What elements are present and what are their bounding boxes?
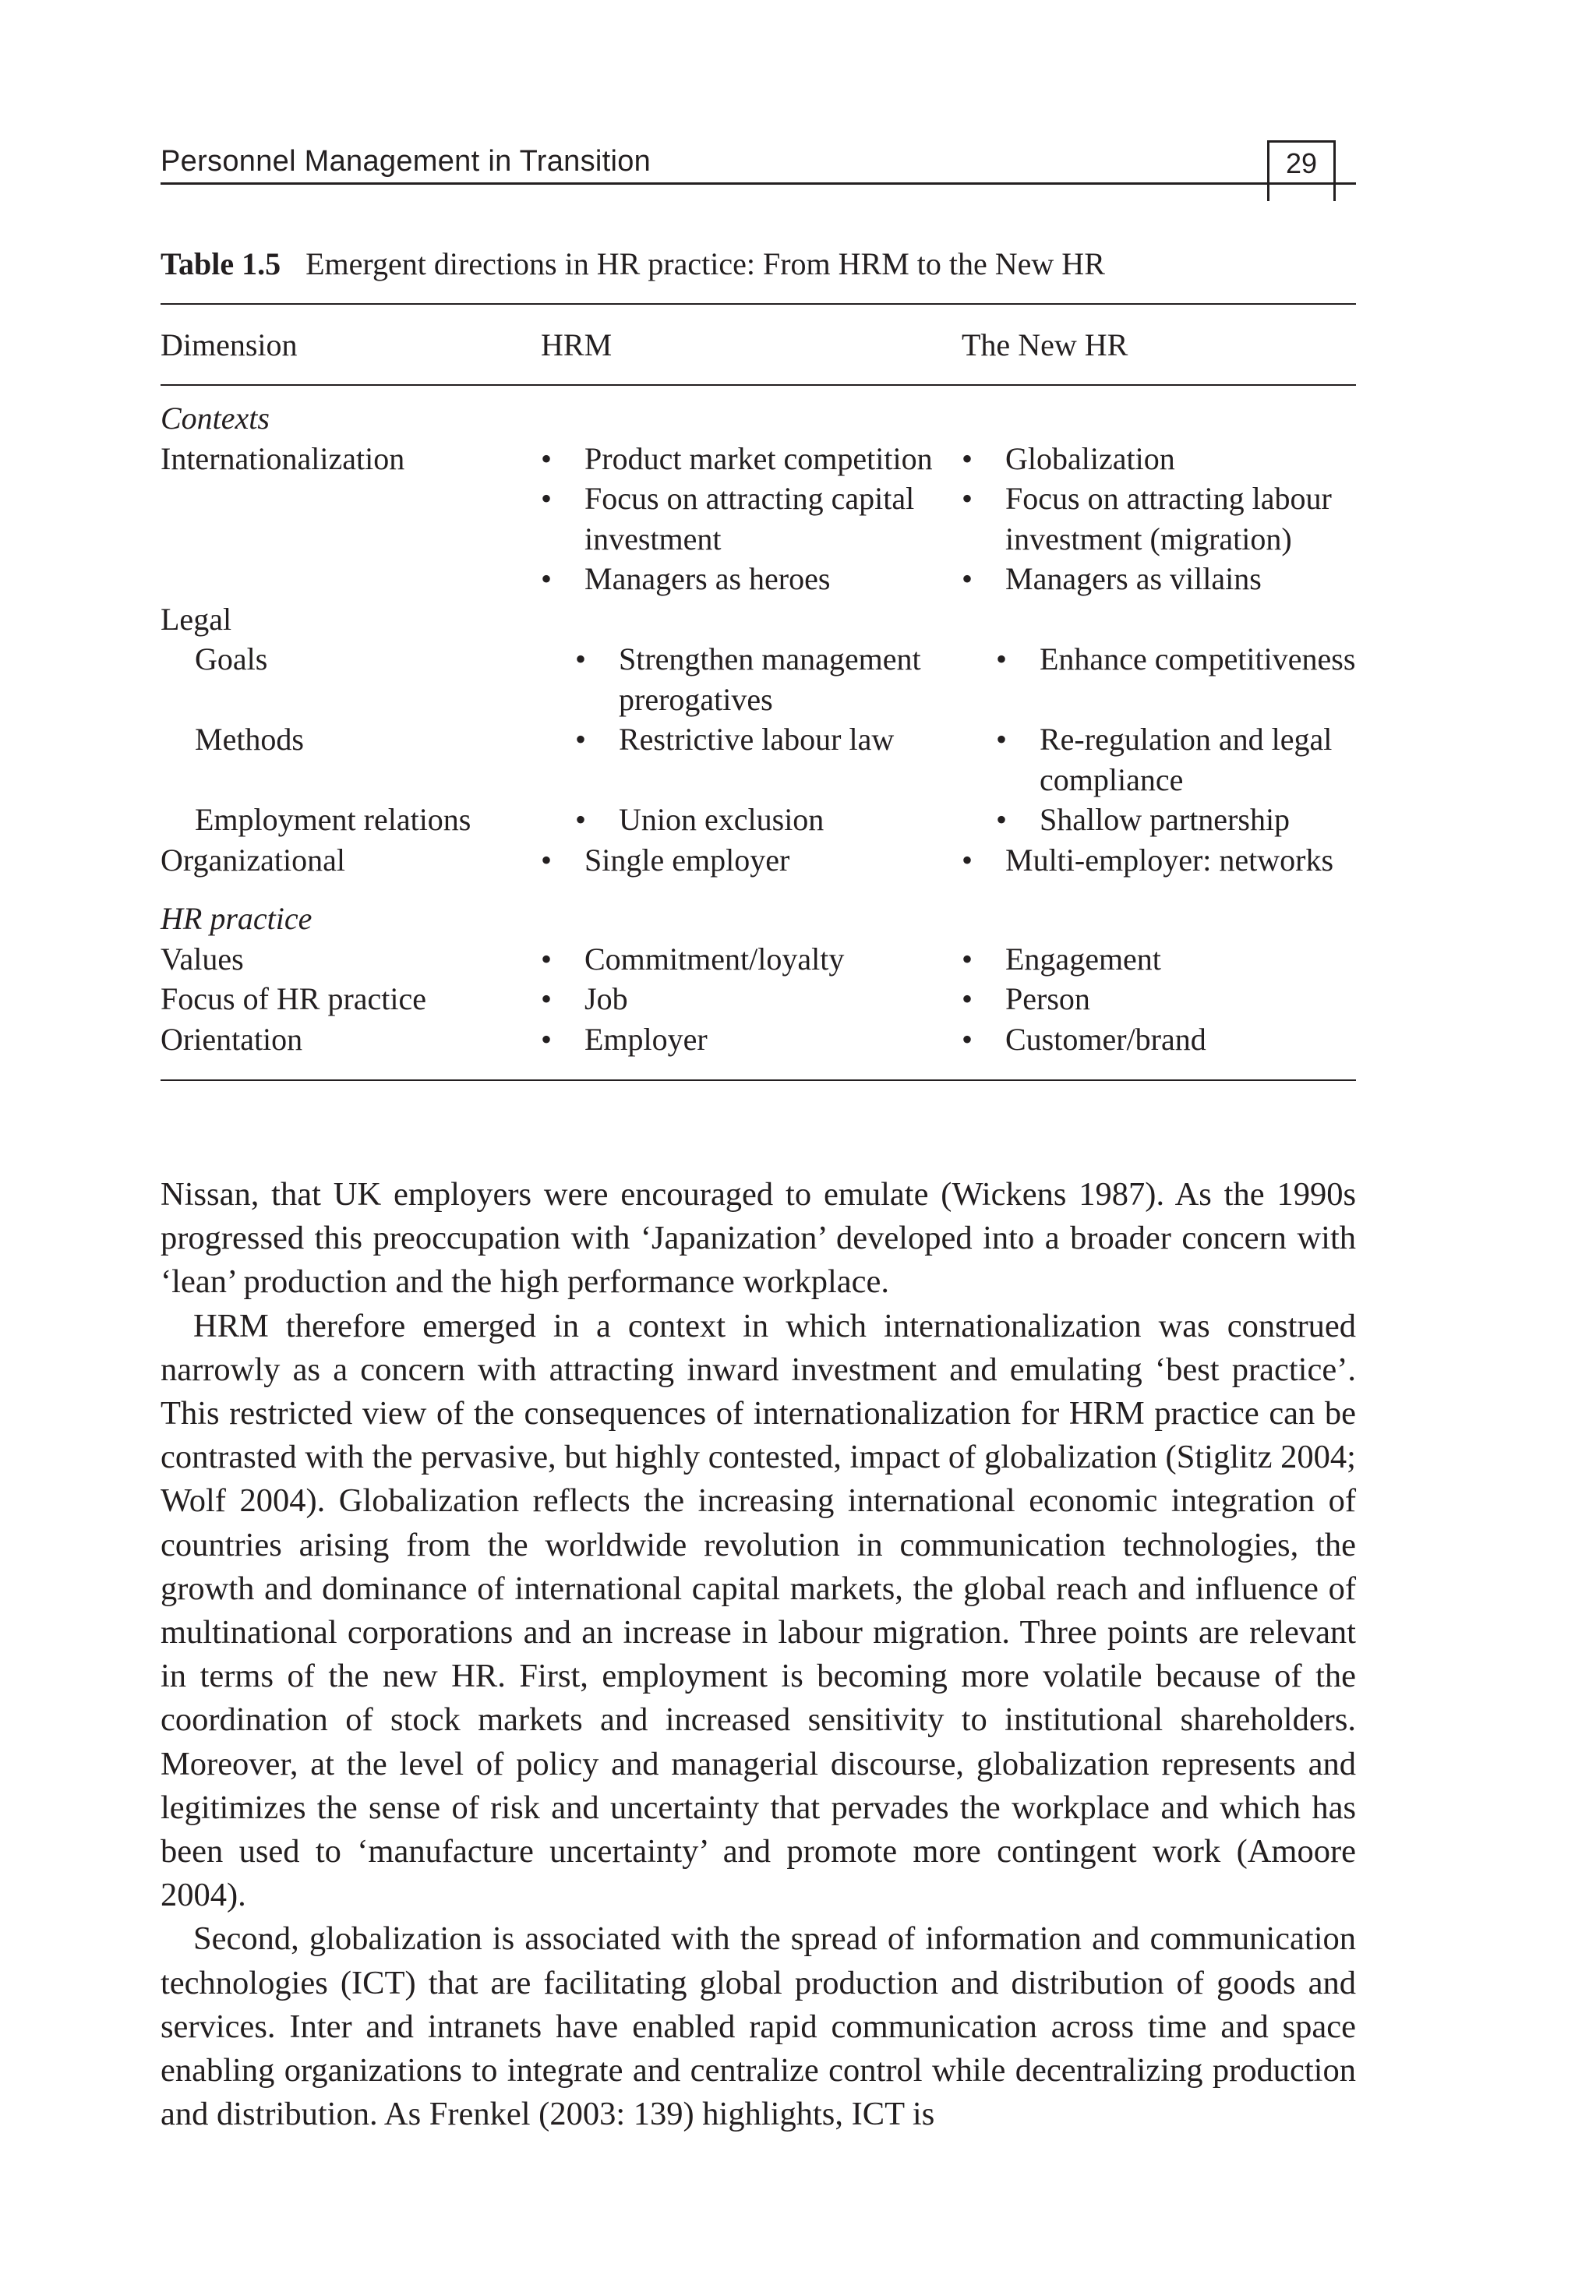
column-header-hrm: HRM (541, 327, 613, 362)
hrm-cell: Restrictive labour law (619, 722, 895, 757)
new-hr-cell: Focus on attracting labour investment (migration) (1005, 481, 1332, 556)
hrm-cell: Managers as heroes (584, 561, 831, 596)
bullet-icon: • (962, 941, 973, 977)
running-title: Personnel Management in Transition (161, 145, 651, 178)
new-hr-cell: Re-regulation and legal compliance (1040, 722, 1333, 797)
page-box-tick-left (1267, 182, 1269, 201)
bullet-icon: • (541, 440, 553, 476)
column-header-dimension: Dimension (161, 327, 298, 362)
bullet-icon: • (541, 1021, 553, 1057)
hrm-cell: Product market competition (584, 440, 933, 476)
hrm-cell: Strengthen management prerogatives (619, 641, 921, 717)
table-row (161, 599, 1356, 640)
table (161, 245, 1356, 1081)
bullet-icon: • (962, 981, 973, 1016)
page-number: 29 (1267, 140, 1336, 182)
page-box-tick-right (1333, 182, 1336, 201)
table-row (161, 639, 1356, 719)
dimension-cell: Organizational (161, 842, 345, 878)
table-label: Table 1.5 (161, 246, 281, 281)
bullet-icon: • (541, 981, 553, 1016)
new-hr-cell: Customer/brand (1005, 1021, 1206, 1057)
table-row (161, 1019, 1356, 1060)
table-row (161, 939, 1356, 980)
bullet-icon: • (575, 802, 587, 837)
bullet-icon: • (962, 440, 973, 476)
table-row (161, 899, 1356, 939)
running-header (161, 142, 1356, 189)
bullet-icon: • (996, 641, 1008, 676)
table-row (161, 800, 1356, 840)
section-heading-hr-practice: HR practice (161, 901, 312, 936)
bullet-icon: • (996, 722, 1008, 757)
table-row (161, 398, 1356, 439)
bullet-icon: • (541, 842, 553, 878)
paragraph: Second, globalization is associated with the spread of information and communication technologies (ICT) that are facilitating global production and distribution of goods and services. Inter and intranets have enabled rapid communication across time and space enabling organizations to integrate and centralize control while decentralizing production and distribution. As Frenkel (2003: 139) highlights, ICT is (161, 1920, 1356, 2133)
dimension-cell: Values (161, 941, 244, 977)
paragraph: Nissan, that UK employers were encouraged to emulate (Wickens 1987). As the 1990s progressed this preoccupation with ‘Japanization’ developed into a broader concern with ‘lean’ production and the high performance workplace. (161, 1176, 1356, 1301)
table-caption (161, 245, 1356, 283)
table-bottom-rule (161, 1079, 1356, 1081)
bullet-icon: • (962, 1021, 973, 1057)
bullet-icon: • (575, 641, 587, 676)
dimension-cell: Legal (161, 601, 232, 637)
paragraph: HRM therefore emerged in a context in which internationalization was construed narrowly as a concern with attracting inward investment and emulating ‘best practice’. This restricted view of the consequences of internationalization for HRM practice can be contrasted with the pervasive, but highly contested, impact of globalization (Stiglitz 2004; Wolf 2004). Globalization reflects the increasing international economic integration of countries arising from the worldwide revolution in communication technologies, the growth and dominance of international capital markets, the global reach and influence of multinational corporations and an increase in labour migration. Three points are relevant in terms of the new HR. First, employment is becoming more volatile because of the coordination of stock markets and increased sensitivity to institutional shareholders. Moreover, at the level of policy and managerial discourse, globalization represents and legitimizes the sense of risk and uncertainty that pervades the workplace and which has been used to ‘manufacture uncertainty’ and promote more contingent work (Amoore 2004). (161, 1307, 1356, 1914)
column-header-new-hr: The New HR (962, 327, 1128, 362)
table-row (161, 479, 1356, 559)
dimension-cell: Orientation (161, 1021, 303, 1057)
new-hr-cell: Globalization (1005, 440, 1175, 476)
table-row (161, 840, 1356, 881)
bullet-icon: • (541, 561, 553, 596)
bullet-icon: • (962, 842, 973, 878)
table-header (161, 305, 1356, 384)
hrm-cell: Employer (584, 1021, 708, 1057)
new-hr-cell: Person (1005, 981, 1090, 1016)
new-hr-cell: Shallow partnership (1040, 802, 1291, 837)
hrm-cell: Union exclusion (619, 802, 824, 837)
table-body (161, 386, 1356, 1079)
hrm-cell: Job (584, 981, 628, 1016)
table-caption-text: Emergent directions in HR practice: From HRM to the New HR (305, 246, 1105, 281)
dimension-cell (161, 479, 541, 559)
new-hr-cell: Managers as villains (1005, 561, 1262, 596)
header-rule (161, 182, 1356, 185)
bullet-icon: • (996, 802, 1008, 837)
table-row (161, 559, 1356, 599)
dimension-cell: Employment relations (195, 802, 471, 837)
bullet-icon: • (541, 481, 553, 516)
new-hr-cell: Engagement (1005, 941, 1161, 977)
table-row (161, 979, 1356, 1019)
dimension-cell: Focus of HR practice (161, 981, 427, 1016)
bullet-icon: • (962, 561, 973, 596)
section-heading-contexts: Contexts (161, 401, 270, 436)
table-row (161, 439, 1356, 479)
new-hr-cell: Enhance competitiveness (1040, 641, 1356, 676)
bullet-icon: • (541, 941, 553, 977)
dimension-cell: Internationalization (161, 440, 405, 476)
hrm-cell: Focus on attracting capital investment (584, 481, 915, 556)
hrm-cell: Commitment/loyalty (584, 941, 845, 977)
table-row (161, 719, 1356, 800)
hrm-cell: Single employer (584, 842, 790, 878)
dimension-cell: Methods (195, 722, 304, 757)
bullet-icon: • (575, 722, 587, 757)
dimension-cell: Goals (195, 641, 268, 676)
new-hr-cell: Multi-employer: networks (1005, 842, 1334, 878)
dimension-cell (161, 559, 541, 599)
body-text (161, 1173, 1356, 2136)
bullet-icon: • (962, 481, 973, 516)
